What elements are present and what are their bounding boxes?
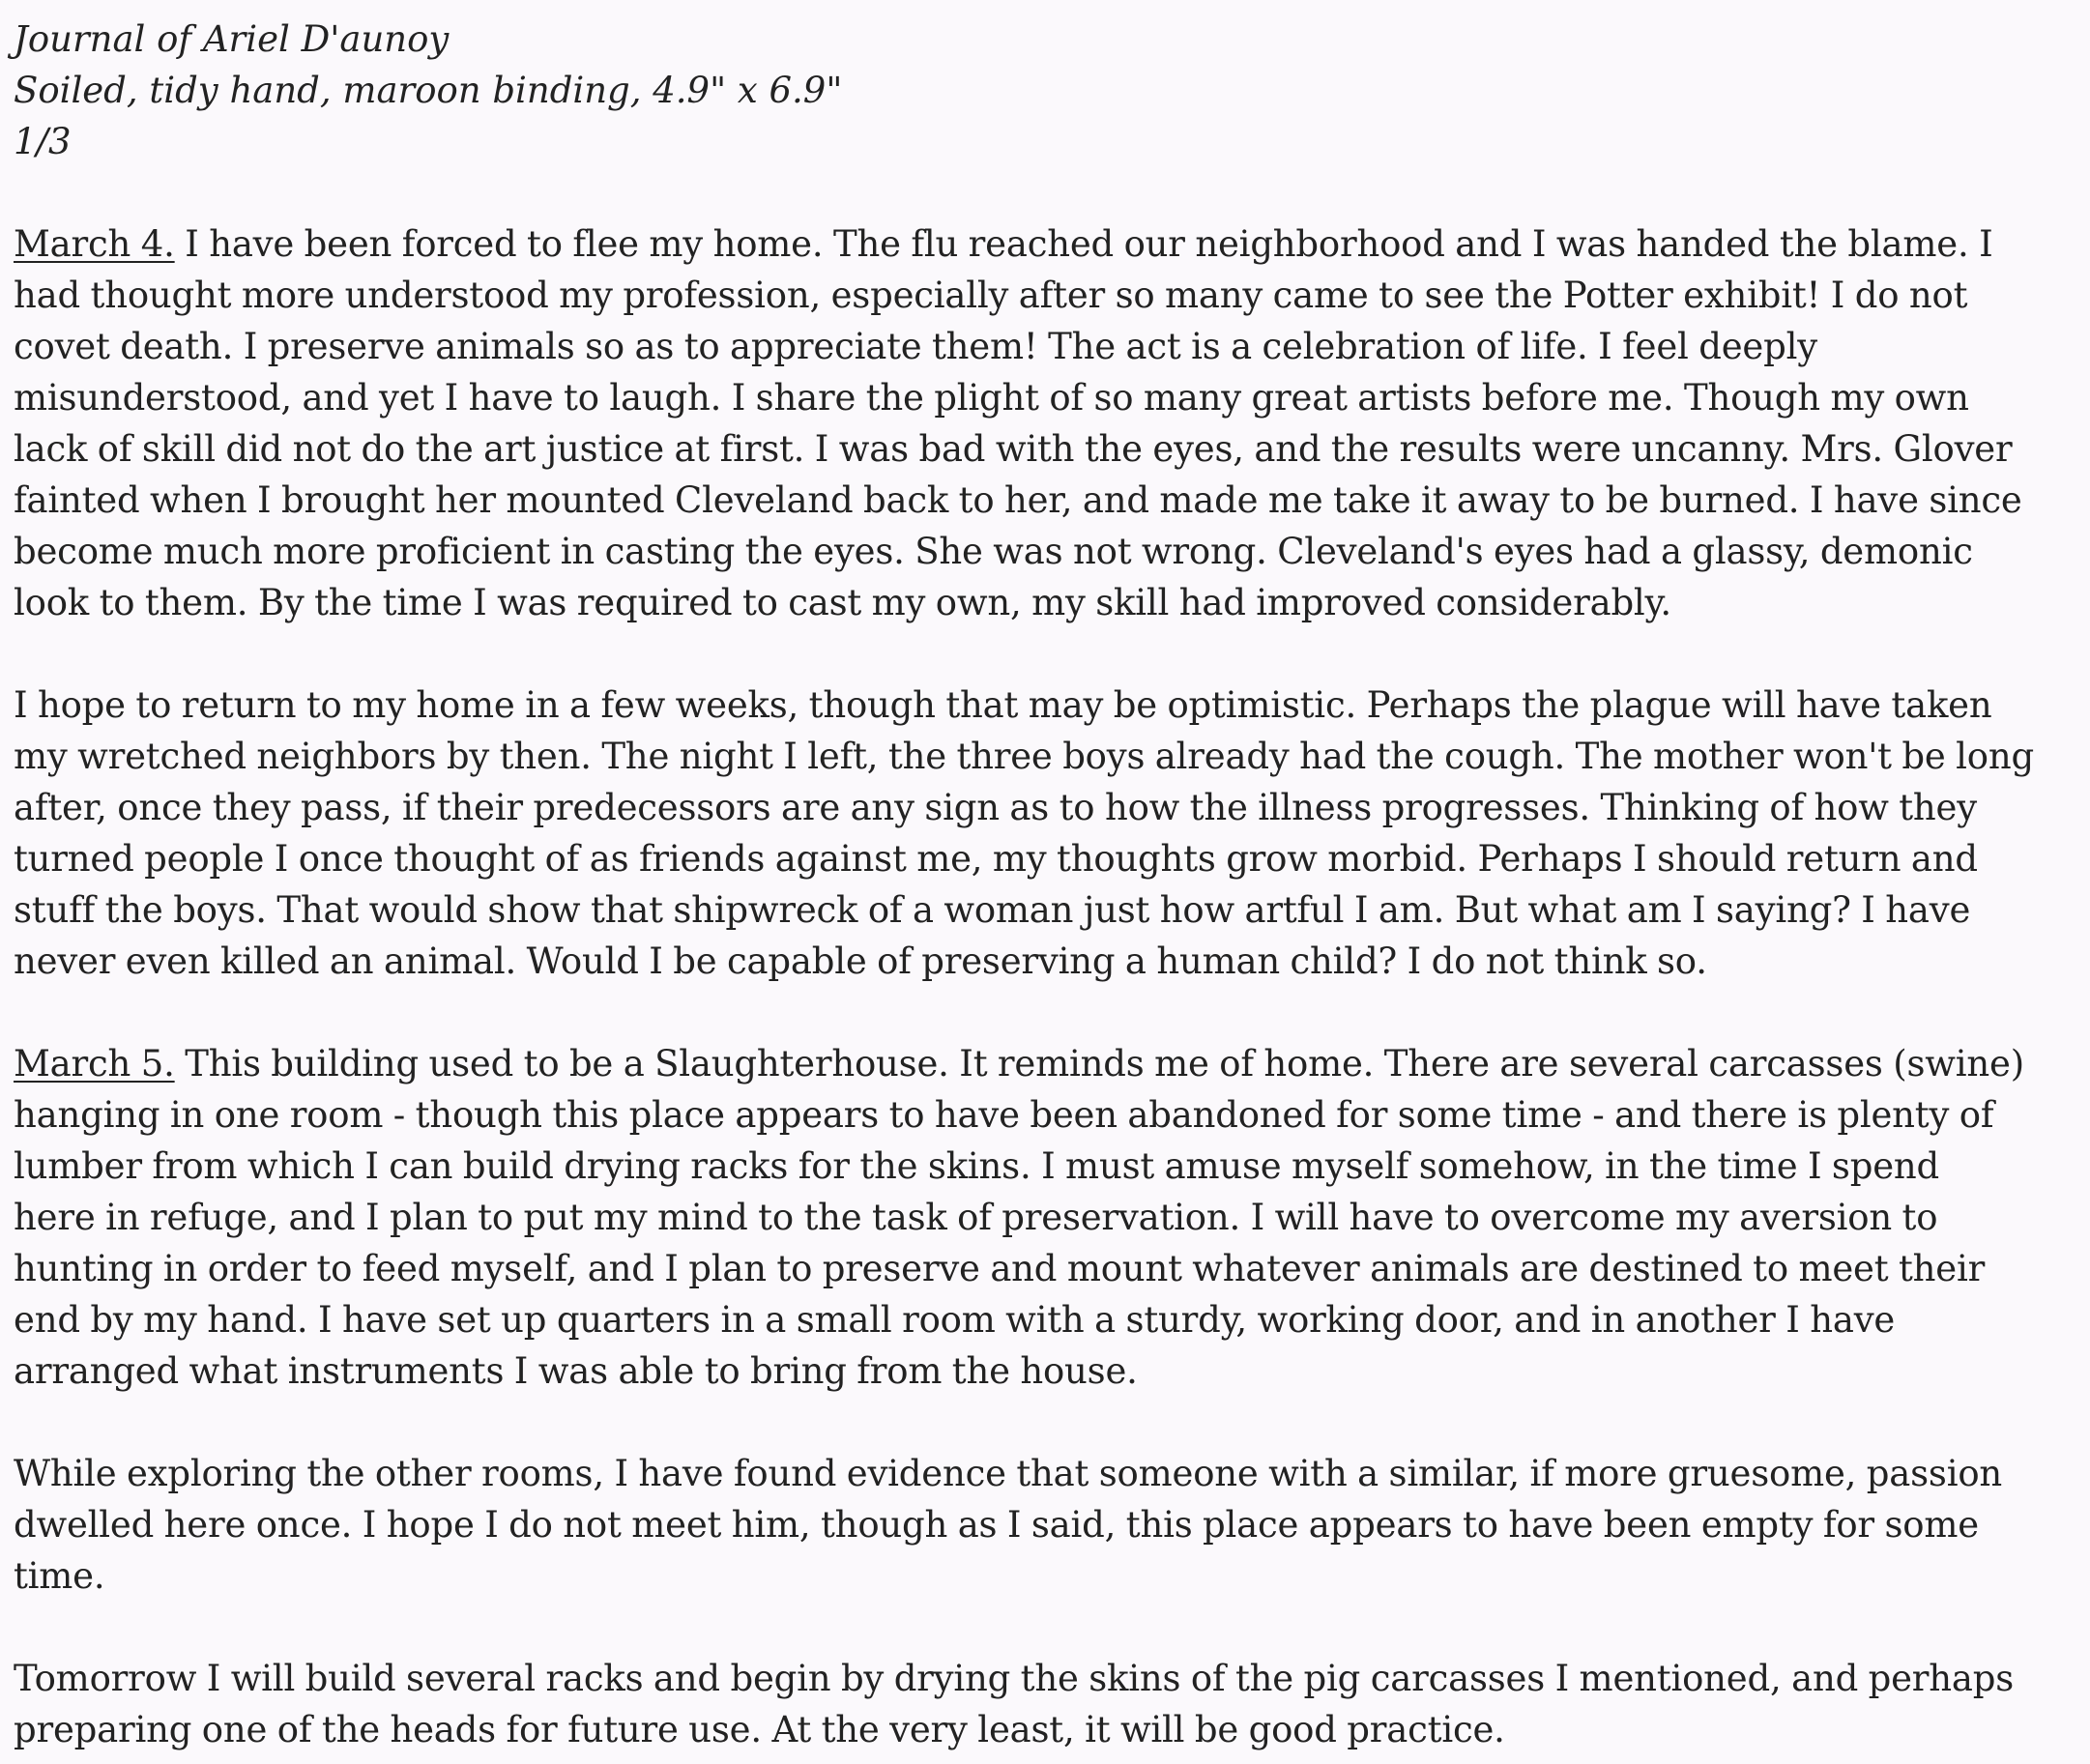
entry-line: look to them. By the time I was required to cast my own, my skill had improved considerably.	[14, 582, 1671, 623]
entry-line: I hope to return to my home in a few weeks, though that may be optimistic. Perhaps the plague will have taken	[14, 684, 1992, 726]
journal-description: Soiled, tidy hand, maroon binding, 4.9" x 6.9"	[14, 70, 843, 111]
entry-line: dwelled here once. I hope I do not meet him, though as I said, this place appears to have been empty for some	[14, 1504, 1979, 1546]
entry-line: become much more proficient in casting the eyes. She was not wrong. Cleveland's eyes had a glassy, demonic	[14, 531, 1973, 572]
entry-line: fainted when I brought her mounted Cleveland back to her, and made me take it away to be burned. I have since	[14, 479, 2022, 521]
journal-body	[14, 218, 2076, 1755]
entry-line: Tomorrow I will build several racks and begin by drying the skins of the pig carcasses I mentioned, and perhaps	[14, 1658, 2015, 1699]
entry-line: after, once they pass, if their predecessors are any sign as to how the illness progresses. Thinking of how they	[14, 787, 1977, 828]
entry-line: arranged what instruments I was able to bring from the house.	[14, 1350, 1138, 1392]
entry-line: never even killed an animal. Would I be capable of preserving a human child? I do not think so.	[14, 940, 1707, 982]
entry-line: March 4. I have been forced to flee my home. The flu reached our neighborhood and I was handed the blame. I	[14, 223, 1993, 265]
entry-line: While exploring the other rooms, I have found evidence that someone with a similar, if more gruesome, passion	[14, 1453, 2003, 1494]
entry-date: March 5.	[14, 1043, 175, 1084]
entry-line: preparing one of the heads for future use. At the very least, it will be good practice.	[14, 1709, 1505, 1750]
journal-header	[14, 14, 2076, 167]
entry-line: hunting in order to feed myself, and I plan to preserve and mount whatever animals are destined to meet their	[14, 1248, 1986, 1289]
entry-line: turned people I once thought of as friends against me, my thoughts grow morbid. Perhaps I should return and	[14, 838, 1978, 880]
entry-line: lumber from which I can build drying racks for the skins. I must amuse myself somehow, in the time I spend	[14, 1145, 1940, 1187]
entry-march-5-tomorrow	[14, 1653, 2076, 1755]
entry-march-4	[14, 218, 2076, 628]
entry-line: hanging in one room - though this place appears to have been abandoned for some time - and there is plenty of	[14, 1094, 1994, 1136]
entry-line: my wretched neighbors by then. The night I left, the three boys already had the cough. The mother won't be long	[14, 736, 2034, 777]
entry-line: March 5. This building used to be a Slaughterhouse. It reminds me of home. There are several carcasses (swine)	[14, 1043, 2024, 1084]
entry-line: had thought more understood my profession, especially after so many came to see the Potter exhibit! I do not	[14, 275, 1968, 316]
entry-line: covet death. I preserve animals so as to appreciate them! The act is a celebration of life. I feel deeply	[14, 326, 1817, 367]
entry-line: here in refuge, and I plan to put my mind to the task of preservation. I will have to overcome my aversion to	[14, 1197, 1938, 1238]
entry-line: end by my hand. I have set up quarters in a small room with a sturdy, working door, and in another I have	[14, 1299, 1896, 1341]
entry-line: misunderstood, and yet I have to laugh. I share the plight of so many great artists before me. Though my own	[14, 377, 1969, 419]
entry-line: time.	[14, 1555, 105, 1597]
entry-line: stuff the boys. That would show that shipwreck of a woman just how artful I am. But what am I saying? I have	[14, 889, 1971, 931]
entry-line: lack of skill did not do the art justice at first. I was bad with the eyes, and the results were uncanny. Mrs. Glover	[14, 428, 2013, 470]
page-number: 1/3	[14, 121, 72, 162]
entry-march-4-continued	[14, 680, 2076, 987]
journal-title: Journal of Ariel D'aunoy	[14, 18, 450, 60]
entry-march-5-exploring	[14, 1448, 2076, 1602]
entry-date: March 4.	[14, 223, 175, 265]
entry-march-5	[14, 1038, 2076, 1397]
